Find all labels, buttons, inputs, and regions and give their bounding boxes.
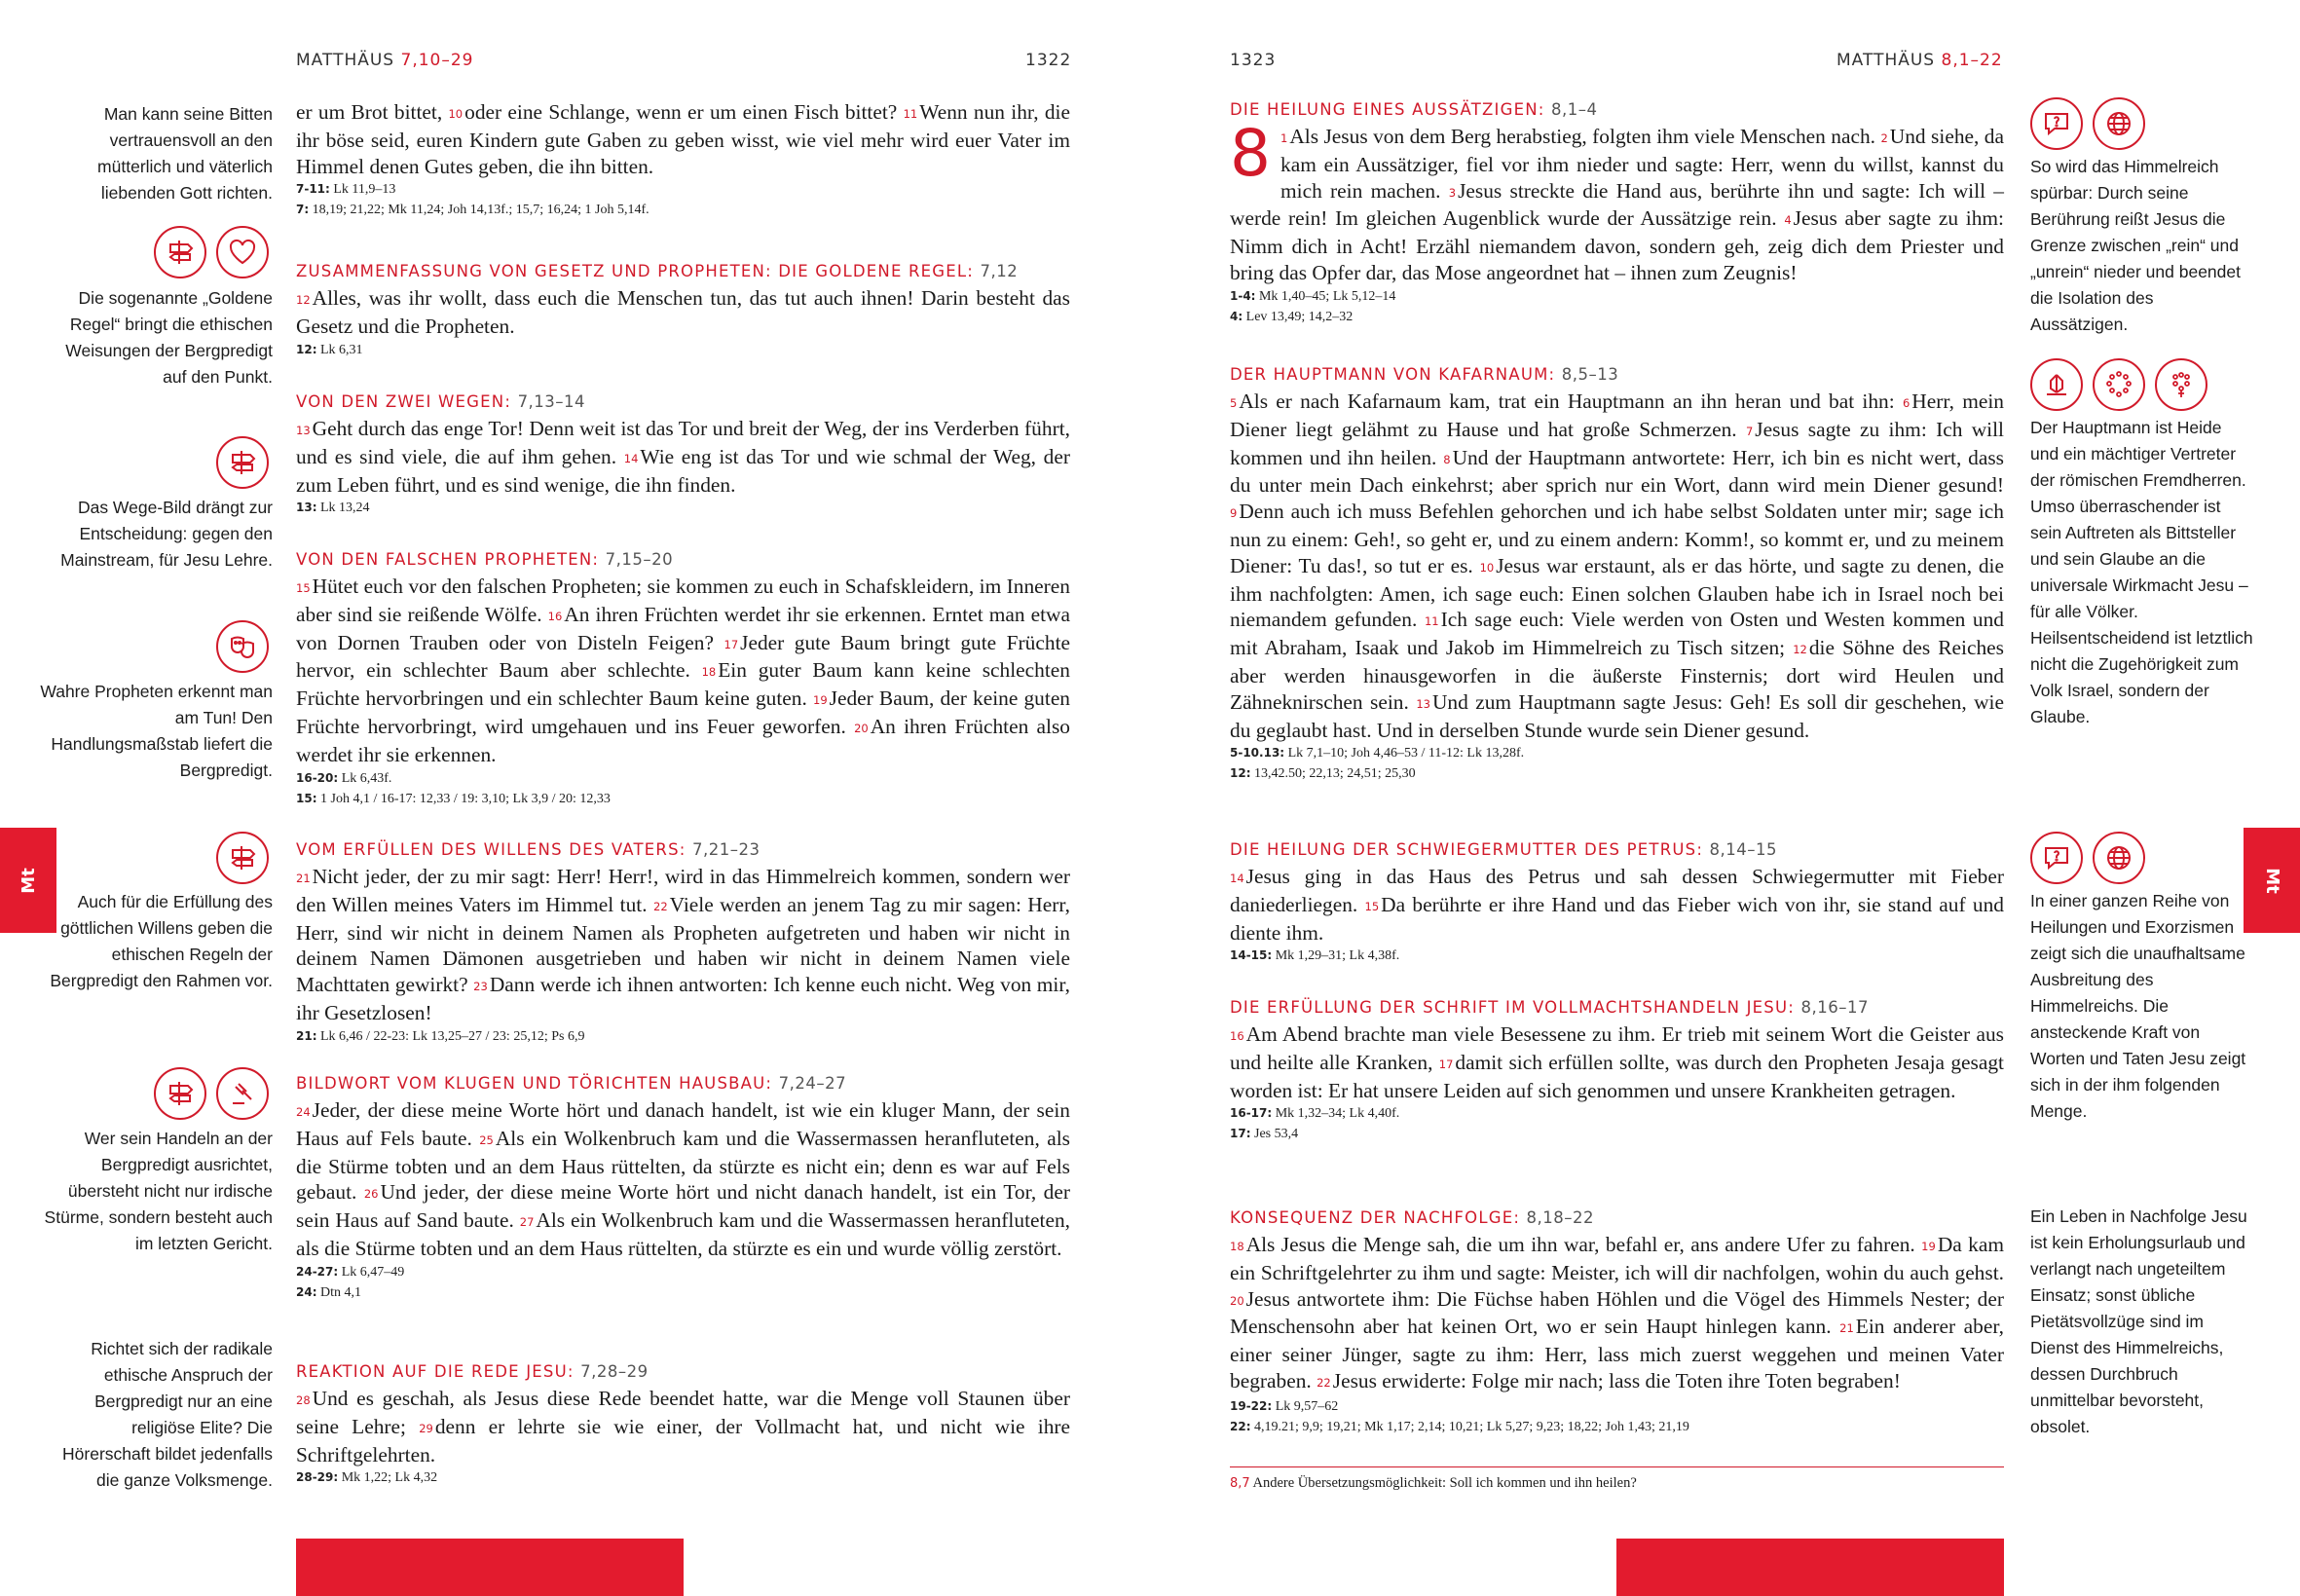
heading-text: DIE HEILUNG DER SCHWIEGERMUTTER DES PETRUS: [1230,840,1704,859]
page-number-left: 1322 [1025,51,1072,70]
footnote-text: Andere Übersetzungsmöglichkeit: Soll ich kommen und ihn heilen? [1252,1475,1637,1491]
section-false-prophets [296,549,1070,809]
verse-paragraph [1230,116,2004,286]
verse-text: Am Abend brachte man viele Besessene zu ihm. Er trieb mit seinem Wort die Geister aus und heilte alle Kranken, [1230,1022,2004,1074]
verse-text: Als ein Wolkenbruch kam und die Wassermassen heranfluteten, als die Stürme tobten und an dem Haus rüttelten, da stürzte es ein und wurde völlig zerstört. [296,1208,1070,1260]
cross-references [1230,1396,2004,1437]
margin-note-7: Richtet sich der radikale ethische Anspruch der Bergpredigt nur an eine religiöse Elite? Die Hörerschaft bildet jedenfalls die ganze Volksmenge. [62,1339,273,1490]
heading-text: VOM ERFÜLLEN DES WILLENS DES VATERS: [296,840,686,859]
page-number-right: 1323 [1230,51,1277,70]
footnote [1230,1466,2004,1494]
margin-note-1: Man kann seine Bitten vertrauensvoll an den mütterlich und väterlich liebenden Gott richten. [97,104,273,203]
praying-hands-icon [2030,358,2083,411]
verse-text: Als Jesus die Menge sah, die um ihn war, befahl er, ans andere Ufer zu fahren. [1245,1233,1915,1256]
verse-number: 28 [296,1393,311,1407]
theater-masks-icon [216,620,269,673]
margin-note-r4: Ein Leben in Nachfolge Jesu ist kein Erholungsurlaub und verlangt nach ungeteiltem Einsatz; sonst übliche Pietätsvollzüge sind im Dienst des Himmelreichs, dessen Durchbruch unmittelbar bevorsteht, obsolet. [2030,1206,2247,1436]
verse-number: 10 [448,107,464,121]
section-discipleship [1230,1207,2004,1437]
verse-text: Nicht jeder, der zu mir sagt: Herr! Herr!, wird in das Himmelreich kommen, sondern wer den Willen meines Vaters im Himmel tut. [296,865,1070,916]
section-leper [1230,99,2004,327]
heading-text: KONSEQUENZ DER NACHFOLGE: [1230,1208,1521,1227]
verse-number: 21 [1839,1321,1854,1336]
cross-references [296,340,1070,360]
running-head-range: 8,1–22 [1941,51,2003,70]
ref-value: 13,42.50; 22,13; 24,51; 25,30 [1254,766,1416,782]
verse-number: 29 [419,1421,433,1435]
verse-text: er um Brot bittet, [296,100,443,124]
heart-icon [216,226,269,278]
heading-ref: 7,15–20 [605,550,674,569]
verse-text: Jesus war erstaunt, als er das hörte, und sagte zu denen, die ihm nachfolgten: Amen, ich sage euch: Einen solchen Glauben habe ich in Israel noch bei niemandem gefunden. [1230,553,2004,632]
verse-number: 25 [479,1132,494,1147]
section-heading [1230,997,2004,1019]
section-house-building [296,1073,1070,1303]
verse-paragraph [1230,864,2004,946]
cross-references [1230,743,2004,784]
verse-number: 11 [1424,614,1439,629]
prayer-beads-icon [2093,358,2145,411]
verse-number: 3 [1448,185,1457,200]
cross-references [296,768,1070,809]
verse-number: 27 [519,1215,535,1230]
ref-value: Lk 6,43f. [341,770,392,786]
ref-value: Lk 7,1–10; Joh 4,46–53 / 11-12: Lk 13,28f. [1287,746,1525,761]
verse-text: Jeder gute Baum bringt gute Früchte hervor, ein schlechter Baum aber schlechte. [296,630,1071,683]
cross-references [1230,946,2004,966]
verse-number: 15 [1364,899,1380,913]
margin-note-4: Wahre Propheten erkennt man am Tun! Den Handlungsmaßstab liefert die Bergpredigt. [40,682,273,780]
signpost-icon [154,1067,206,1120]
icon-row-r3 [2030,832,2145,884]
ref-key: 4: [1230,309,1243,323]
verse-text: Und zum Hauptmann sagte Jesus: Geh! Es soll dir geschehen, wie du geglaubt hast. Und in derselben Stunde wurde sein Diener gesund. [1230,689,2004,742]
ref-key: 1-4: [1230,288,1256,303]
running-head-right [1836,51,2003,70]
verse-text: Jesus antwortete ihm: Die Füchse haben Höhlen und die Vögel des Himmels Nester; der Menschensohn aber hat keinen Ort, wo er sein Haupt hinlegen kann. [1230,1286,2004,1339]
verse-number: 23 [473,980,488,994]
verse-number: 6 [1902,396,1910,410]
verse-paragraph [1230,1021,2004,1103]
heading-ref: 8,16–17 [1800,998,1869,1017]
verse-text: Und der Hauptmann antwortete: Herr, ich bin es nicht wert, dass du unter mein Dach einkehrst; aber sprich nur ein Wort, dann wird mein Diener gesund! [1230,445,2004,498]
cross-references [1230,286,2004,327]
verse-number: 18 [701,665,717,680]
icon-row-3 [216,436,269,489]
verse-text: Jeder Baum, der keine guten Früchte hervorbringt, wird umgehauen und ins Feuer geworfen. [296,687,1071,738]
verse-number: 5 [1230,396,1238,410]
section-heading [296,1361,1070,1383]
heading-ref: 7,24–27 [778,1074,847,1093]
verse-text: Da berührte er ihre Hand und das Fieber wich von ihr, sie stand auf und diente ihm. [1230,892,2004,945]
question-bubble-icon [2030,97,2083,150]
running-head-left [296,51,473,70]
verse-text: Und siehe, da kam ein Aussätziger, fiel vor ihm nieder und sagte: Herr, wenn du willst, kannst du mich rein machen. [1280,125,2004,203]
verse-text: Herr, mein Diener liegt gelähmt zu Hause und hat große Schmerzen. [1230,390,2004,441]
verse-text: Wenn nun ihr, die ihr böse seid, euren Kindern gute Gaben zu geben wisst, wie viel mehr wird euer Vater im Himmel denen Gutes geben, die ihn bitten. [296,100,1070,178]
verse-text: Wie eng ist das Tor und wie schmal der Weg, der zum Leben führt, und es sind wenige, die ihn finden. [296,444,1070,497]
thumb-tab-right [2244,828,2300,933]
thumb-tab-label: Mt [2261,867,2282,894]
verse-number: 1 [1280,131,1288,145]
verse-number: 24 [296,1105,311,1119]
ref-key: 22: [1230,1419,1251,1433]
ref-key: 16-20: [296,770,339,785]
heading-text: DIE HEILUNG EINES AUSSÄTZIGEN: [1230,100,1545,119]
heading-ref: 7,21–23 [691,840,760,859]
verse-text: Alles, was ihr wollt, dass euch die Menschen tun, das tut auch ihnen! Darin besteht das Gesetz und die Propheten. [296,286,1070,338]
ref-key: 15: [296,791,317,805]
ref-key: 14-15: [1230,948,1273,963]
verse-number: 17 [1438,1057,1454,1071]
verse-number: 19 [813,693,828,708]
verse-text: damit sich erfüllen sollte, was durch den Propheten Jesaja gesagt worden ist: Er hat unsere Leiden auf sich genommen und unsere Krankheiten getragen. [1230,1050,2004,1102]
verse-text: Geht durch das enge Tor! Denn weit ist das Tor und breit der Weg, der ins Verderben führt, und es sind viele, die auf ihm gehen. [296,417,1070,468]
verse-number: 8 [1443,452,1451,466]
section-heading [1230,1207,2004,1229]
verse-text: Als Jesus von dem Berg herabstieg, folgten ihm viele Menschen nach. [1289,125,1876,148]
ref-value: Lk 6,46 / 22-23: Lk 13,25–27 / 23: 25,12; Ps 6,9 [320,1028,585,1044]
verse-number: 4 [1784,213,1792,228]
section-heading [296,261,1070,282]
verse-text: die Söhne des Reiches aber werden hinausgeworfen in die äußerste Finsternis; dort wird Heulen und Zähneknirschen sein. [1230,636,2004,714]
icon-row-2 [154,226,269,278]
ref-value: Jes 53,4 [1254,1127,1299,1142]
signpost-icon [154,226,206,278]
verse-text: Ein guter Baum kann keine schlechten Früchte hervorbringen und ein schlechter Baum keine guten. [296,658,1070,711]
bottom-red-bar-left [296,1539,684,1596]
verse-text: An ihren Früchten also werdet ihr sie erkennen. [296,714,1070,766]
ref-value: Lk 9,57–62 [1275,1398,1339,1414]
verse-number: 18 [1230,1240,1244,1253]
gavel-icon [216,1067,269,1120]
icon-row-r1 [2030,97,2145,150]
verse-number: 13 [296,424,311,437]
verse-text: oder eine Schlange, wenn er um einen Fisch bittet? [464,100,898,124]
question-bubble-icon [2030,832,2083,884]
ref-value: 18,19; 21,22; Mk 11,24; Joh 14,13f.; 15,7; 16,24; 1 Joh 5,14f. [312,203,649,218]
verse-number: 22 [1317,1375,1331,1390]
verse-text: Da kam ein Schriftgelehrter zu ihm und sagte: Meister, ich will dir nachfolgen, wohin du auch gehst. [1230,1233,2004,1284]
verse-number: 16 [1230,1029,1244,1043]
heading-ref: 7,13–14 [517,392,586,411]
section-heading [1230,364,2004,386]
running-head-range: 7,10–29 [400,51,474,70]
heading-ref: 8,5–13 [1561,365,1619,384]
verse-text: denn er lehrte sie wie einer, der Vollmacht hat, und nicht wie ihre Schriftgelehrten. [296,1414,1071,1466]
ref-key: 16-17: [1230,1106,1273,1121]
margin-note-r2: Der Hauptmann ist Heide und ein mächtiger Vertreter der römischen Fremdherren. Umso überraschender ist sein Auftreten als Bittsteller und sein Glaube an die universale Wirkmacht Jesu – für alle Völker. Heilsentscheidend ist letztlich nicht die Zugehörigkeit zum Volk Israel, sondern der Glaube. [2030,418,2253,726]
verse-text: Als ein Wolkenbruch kam und die Wassermassen heranfluteten, als die Stürme tobten und an dem Haus rüttelten, da stürzte es nicht ein; denn es war auf Fels gebaut. [296,1126,1070,1205]
ref-key: 21: [296,1028,317,1043]
verse-text: Hütet euch vor den falschen Propheten; sie kommen zu euch in Schafskleidern, im Inneren aber sind sie reißende Wölfe. [296,575,1070,626]
ref-value: 1 Joh 4,1 / 16-17: 12,33 / 19: 3,10; Lk 3,9 / 20: 12,33 [320,791,611,806]
thumb-tab-label: Mt [18,867,39,894]
margin-note-r3: In einer ganzen Reihe von Heilungen und Exorzismen zeigt sich die unaufhaltsame Ausbreitung des Himmelreichs. Die ansteckende Kraft von Worten und Taten Jesu zeigt sich in der ihm folgenden Menge. [2030,891,2246,1121]
verse-number: 10 [1479,560,1495,575]
heading-ref: 8,14–15 [1709,840,1778,859]
verse-paragraph [1230,389,2004,743]
verse-paragraph [296,574,1070,768]
right-page [1150,0,2300,1596]
section-fulfilment [1230,997,2004,1144]
heading-text: BILDWORT VOM KLUGEN UND TÖRICHTEN HAUSBAU: [296,1074,773,1093]
verse-number: 2 [1880,131,1888,145]
verse-text: Jesus erwiderte: Folge mir nach; lass die Toten ihre Toten begraben! [1332,1368,1901,1392]
verse-number: 11 [903,107,918,121]
ref-key: 7-11: [296,182,330,197]
cross-references [296,1262,1070,1303]
icon-row-4 [216,620,269,673]
heading-text: ZUSAMMENFASSUNG VON GESETZ UND PROPHETEN: DIE GOLDENE REGEL: [296,262,975,280]
running-head-book: MATTHÄUS [296,51,395,70]
globe-icon [2093,832,2145,884]
cross-references [296,1467,1070,1488]
heading-ref: 7,12 [980,262,1019,280]
verse-number: 19 [1921,1240,1936,1253]
ref-value: Mk 1,40–45; Lk 5,12–14 [1258,288,1396,304]
verse-paragraph [296,416,1070,498]
section-7-10 [296,99,1070,220]
verse-number: 15 [296,581,311,595]
verse-number: 21 [296,872,311,885]
icon-row-r2 [2030,358,2207,411]
heading-text: DIE ERFÜLLUNG DER SCHRIFT IM VOLLMACHTSHANDELN JESU: [1230,998,1795,1017]
ref-value: Lk 13,24 [320,501,370,516]
ref-value: Lk 6,31 [320,342,363,357]
ref-key: 5-10.13: [1230,746,1285,761]
verse-paragraph [296,864,1070,1026]
heading-text: REAKTION AUF DIE REDE JESU: [296,1362,575,1381]
section-two-ways [296,391,1070,518]
verse-number: 12 [1793,643,1807,657]
verse-number: 9 [1230,506,1238,521]
icon-row-5 [216,832,269,884]
verse-text: Ich sage euch: Viele werden von Osten und Westen kommen und mit Abraham, Isaak und Jakob im Himmelreich zu Tisch sitzen; [1230,608,2004,660]
verse-paragraph [296,285,1070,340]
ref-key: 12: [1230,766,1251,781]
globe-icon [2093,97,2145,150]
cross-references [296,1026,1070,1047]
verse-text: Jeder, der diese meine Worte hört und danach handelt, ist wie ein kluger Mann, der sein Haus auf Fels baute. [296,1098,1070,1150]
verse-text: Viele werden an jenem Tag zu mir sagen: Herr, Herr, sind wir nicht in deinem Namen als Propheten aufgetreten und haben wir nicht in deinem Namen Dämonen ausgetrieben und haben wir nicht in deinem Namen viele Machttaten gewirkt? [296,892,1070,997]
verse-paragraph [296,1386,1070,1467]
ref-key: 12: [296,342,317,356]
heading-ref: 8,18–22 [1526,1208,1595,1227]
verse-text: Und jeder, der diese meine Worte hört und nicht danach handelt, ist ein Tor, der sein Haus auf Sand baute. [296,1180,1070,1233]
margin-note-3: Das Wege-Bild drängt zur Entscheidung: gegen den Mainstream, für Jesu Lehre. [60,498,273,570]
ref-key: 24-27: [296,1264,339,1279]
ref-value: Mk 1,32–34; Lk 4,40f. [1275,1106,1400,1122]
section-heading [1230,99,2004,121]
ref-value: Lk 11,9–13 [333,182,396,198]
ref-key: 17: [1230,1127,1251,1141]
verse-number: 13 [1416,696,1430,711]
verse-paragraph [296,99,1070,179]
verse-number: 20 [1230,1293,1244,1308]
verse-number: 14 [1230,872,1244,885]
heading-text: VON DEN ZWEI WEGEN: [296,392,512,411]
running-head-book: MATTHÄUS [1836,51,1936,70]
section-golden-rule [296,261,1070,360]
verse-paragraph [296,1097,1070,1262]
ref-key: 28-29: [296,1470,339,1485]
verse-number: 16 [547,609,563,623]
section-heading [296,391,1070,413]
section-will-of-father [296,839,1070,1047]
signpost-icon [216,436,269,489]
verse-text: Und es geschah, als Jesus diese Rede beendet hatte, war die Menge voll Staunen über seine Lehre; [296,1387,1070,1438]
bottom-red-bar-right [1616,1539,2004,1596]
footnote-ref: 8,7 [1230,1476,1250,1491]
heading-text: DER HAUPTMANN VON KAFARNAUM: [1230,365,1556,384]
ref-key: 13: [296,501,317,515]
verse-text: An ihren Früchten werdet ihr sie erkennen. Erntet man etwa von Dornen Trauben oder von Disteln Feigen? [296,602,1070,654]
margin-note-2: Die sogenannte „Goldene Regel“ bringt die ethischen Weisungen der Bergpredigt auf den Punkt. [65,288,273,387]
verse-paragraph [1230,1232,2004,1396]
verse-text: Jesus ging in das Haus des Petrus und sah dessen Schwiegermutter mit Fieber daniederliegen. [1230,865,2004,916]
margin-note-6: Wer sein Handeln an der Bergpredigt ausrichtet, übersteht nicht nur irdische Stürme, sondern besteht auch im letzten Gericht. [44,1129,273,1253]
verse-number: 26 [363,1187,379,1202]
section-centurion [1230,364,2004,784]
icon-row-6 [154,1067,269,1120]
margin-note-r1: So wird das Himmelreich spürbar: Durch seine Berührung reißt Jesus die Grenze zwischen „rein“ und „unrein“ nieder und beendet die Isolation des Aussätzigen. [2030,157,2241,334]
chapter-number: 8 [1230,116,1271,191]
ref-value: Mk 1,29–31; Lk 4,38f. [1275,948,1400,964]
section-reaction [296,1361,1070,1488]
section-heading [296,549,1070,571]
section-heading [1230,839,2004,861]
heading-text: VON DEN FALSCHEN PROPHETEN: [296,550,600,569]
verse-text: Jesus streckte die Hand aus, berührte ihn und sagte: Ich will – werde rein! Im gleichen Augenblick wurde der Aussätzige rein. [1230,178,2004,231]
cross-references [296,498,1070,518]
ref-value: 4,19.21; 9,9; 19,21; Mk 1,17; 2,14; 10,21; Lk 5,27; 9,23; 18,22; Joh 1,43; 21,19 [1254,1419,1689,1434]
ref-key: 7: [296,203,310,217]
verse-text: Denn auch ich muss Befehlen gehorchen und ich habe selbst Soldaten unter mir; sage ich nun zu einem: Geh!, so geht er, und zu einem andern: Komm!, so kommt er, und zu meinem Diener: Tu das!, so tut er es. [1230,500,2004,577]
verse-number: 22 [653,899,668,913]
verse-number: 7 [1745,424,1754,438]
cross-references [296,179,1070,220]
cross-references [1230,1103,2004,1144]
ref-value: Mk 1,22; Lk 4,32 [341,1470,438,1486]
section-heading [296,839,1070,861]
section-heading [296,1073,1070,1095]
signpost-icon [216,832,269,884]
verse-text: Jesus sagte zu ihm: Ich will kommen und ihn heilen. [1230,417,2004,469]
ref-key: 19-22: [1230,1398,1273,1413]
verse-text: Ein anderer aber, einer seiner Jünger, sagte zu ihm: Herr, lass mich zuerst weggehen und meinen Vater begraben. [1230,1315,2004,1392]
thumb-tab-left [0,828,56,933]
verse-number: 17 [723,637,739,651]
verse-text: Als er nach Kafarnaum kam, trat ein Hauptmann an ihn heran und bat ihn: [1239,390,1895,413]
verse-number: 20 [854,721,869,735]
section-mother-in-law [1230,839,2004,966]
verse-number: 12 [296,293,311,307]
heading-ref: 8,1–4 [1550,100,1598,119]
ref-value: Dtn 4,1 [320,1284,361,1300]
ref-key: 24: [296,1284,317,1299]
heading-ref: 7,28–29 [580,1362,649,1381]
verse-text: Dann werde ich ihnen antworten: Ich kenne euch nicht. Weg von mir, ihr Gesetzlosen! [296,973,1070,1024]
rosary-icon [2155,358,2207,411]
ref-value: Lev 13,49; 14,2–32 [1245,309,1354,324]
ref-value: Lk 6,47–49 [341,1264,405,1280]
verse-text: Jesus aber sagte zu ihm: Nimm dich in Acht! Erzähl niemandem davon, sondern geh, zeig dich dem Priester und bring das Opfer dar, das Mose angeordnet hat – ihnen zum Zeugnis! [1230,206,2004,284]
margin-note-5: Auch für die Erfüllung des göttlichen Willens geben die ethischen Regeln der Bergpredigt den Rahmen vor. [50,892,273,990]
verse-number: 14 [623,451,639,465]
